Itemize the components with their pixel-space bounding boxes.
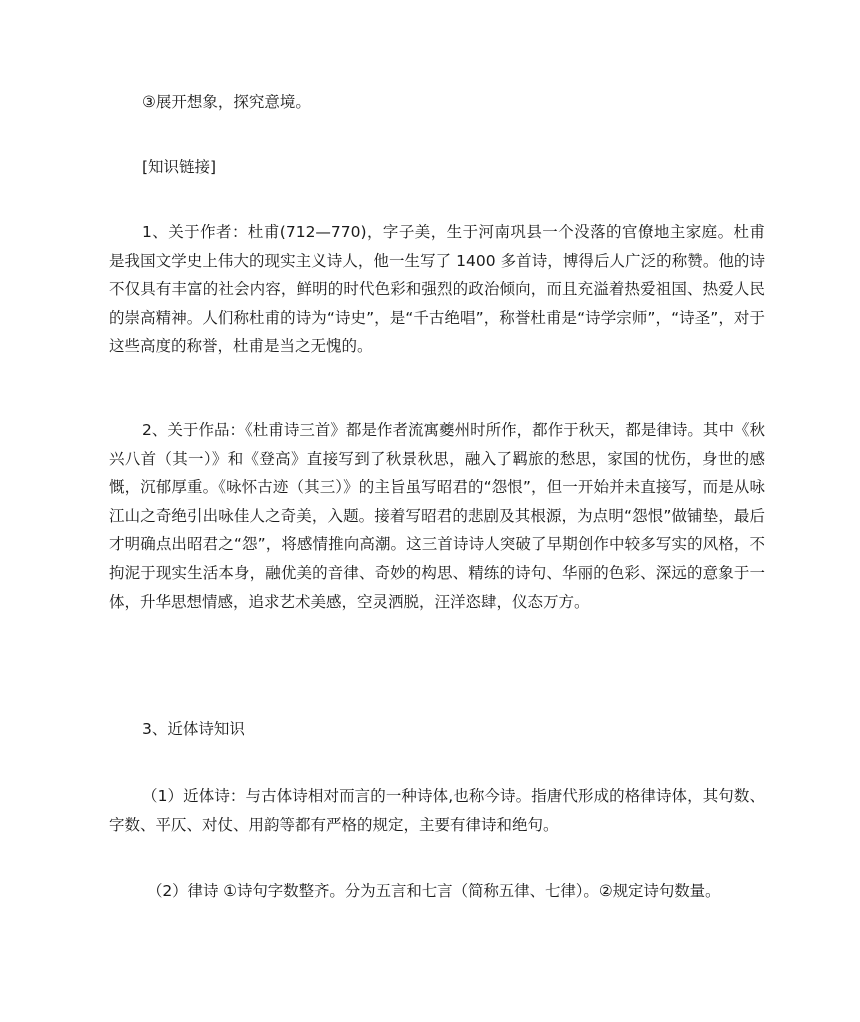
paragraph-modern-poetry-heading: 3、近体诗知识 <box>142 720 245 738</box>
paragraph-about-works: 2、关于作品：《杜甫诗三首》都是作者流寓夔州时所作，都作于秋天，都是律诗。其中《秋兴八首（其一）》和《登高》直接写到了秋景秋思，融入了羁旅的愁思，家国的忧伤，身世的感慨，沉郁厚重。《咏怀古迹（其三）》的主旨虽写昭君的“怨恨”，但一开始并未直接写，而是从咏江山之奇绝引出咏佳人之奇美，入题。接着写昭君的悲剧及其根源，为点明“怨恨”做铺垫，最后才明确点出昭君之“怨”，将感情推向高潮。这三首诗诗人突破了早期创作中较多写实的风格，不拘泥于现实生活本身，融优美的音律、奇妙的构思、精练的诗句、华丽的色彩、深远的意象于一体，升华思想情感，追求艺术美感，空灵洒脱，汪洋恣肆，仪态万方。 <box>109 421 765 611</box>
paragraph-method-step: ③展开想象，探究意境。 <box>142 93 311 111</box>
section-heading-knowledge-link: [知识链接] <box>142 158 217 176</box>
paragraph-modern-poetry-definition: （1）近体诗：与古体诗相对而言的一种诗体,也称今诗。指唐代形成的格律诗体，其句数、字数、平仄、对仗、用韵等都有严格的规定，主要有律诗和绝句。 <box>109 787 765 834</box>
paragraph-regulated-verse: （2）律诗 ①诗句字数整齐。分为五言和七言（简称五律、七律）。②规定诗句数量。 <box>147 882 721 900</box>
paragraph-about-author: 1、关于作者：杜甫(712—770)，字子美，生于河南巩县一个没落的官僚地主家庭。杜甫是我国文学史上伟大的现实主义诗人，他一生写了 1400 多首诗，博得后人广泛的称赞。他的诗不仅具有丰富的社会内容，鲜明的时代色彩和强烈的政治倾向，而且充溢着热爱祖国、热爱人民的崇高精神。人们称杜甫的诗为“诗史”，是“千古绝唱”，称誉杜甫是“诗学宗师”，“诗圣”，对于这些高度的称誉，杜甫是当之无愧的。 <box>109 223 765 356</box>
